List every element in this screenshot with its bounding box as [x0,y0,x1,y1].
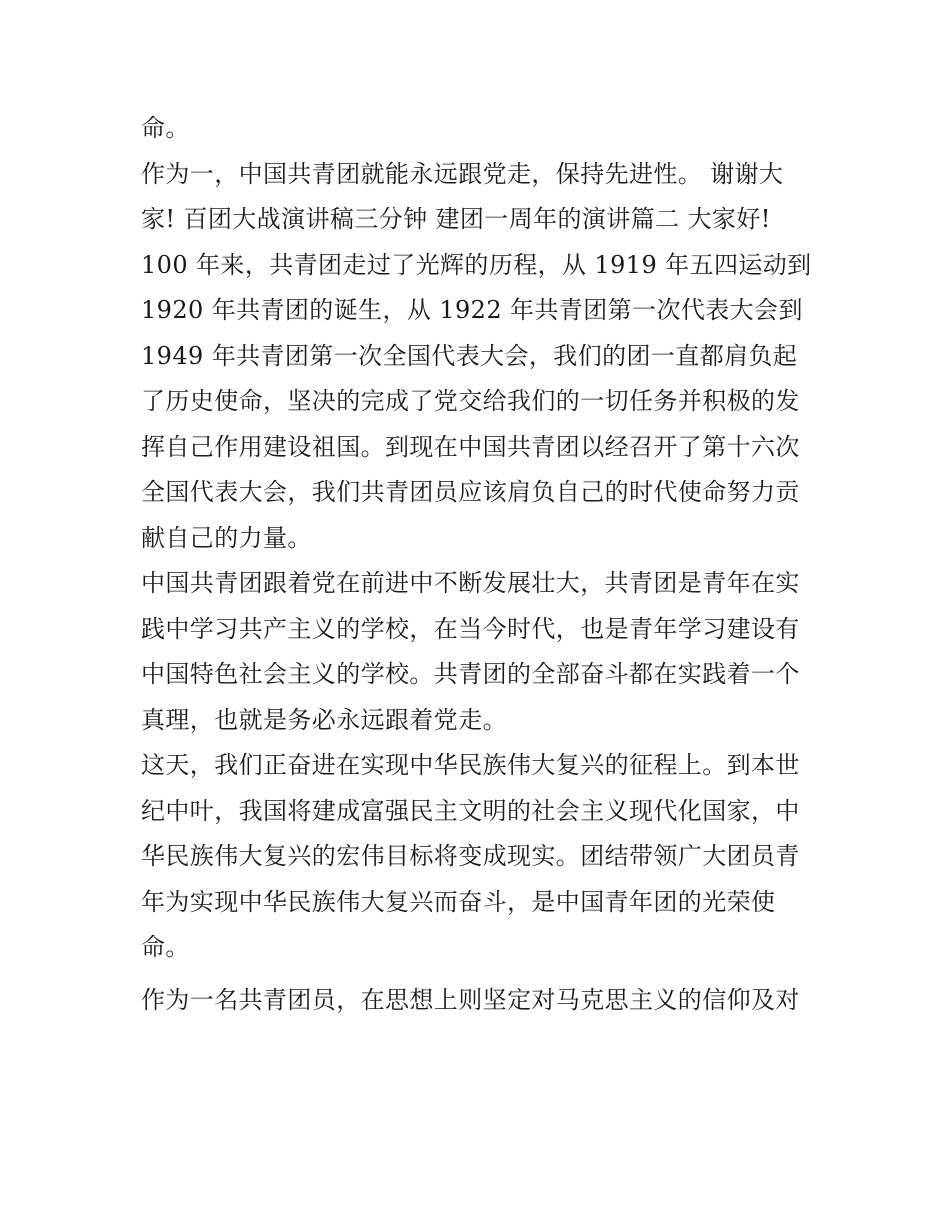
text-line: 了历史使命，坚决的完成了党交给我们的一切任务并积极的发 [141,387,800,415]
paragraph-gap [141,971,821,978]
text-line: 献自己的力量。 [141,523,312,552]
text-line: 中国共青团跟着党在前进中不断发展壮大，共青团是青年在实 [141,569,800,597]
text-line: 这天，我们正奋进在实现中华民族伟大复兴的征程上。到本世 [141,751,800,779]
text-line: 真理，也就是务必永远跟着党走。 [141,705,507,734]
text-line: 践中学习共产主义的学校，在当今时代，也是青年学习建设有 [141,614,800,643]
text-line: 命。 [141,114,190,142]
text-line: 作为一，中国共青团就能永远跟党走，保持先进性。 谢谢大 [141,159,784,188]
text-line: 100 年来，共青团走过了光辉的历程，从 1919 年五四运动到 [141,250,812,279]
text-line: 家! 百团大战演讲稿三分钟 建团一周年的演讲篇二 大家好! [141,205,771,233]
text-line: 中国特色社会主义的学校。共青团的全部奋斗都在实践着一个 [141,660,800,688]
text-line: 纪中叶，我国将建成富强民主文明的社会主义现代化国家，中 [141,796,800,825]
document-body [141,106,821,1023]
text-line: 作为一名共青团员，在思想上则坚定对马克思主义的信仰及对 [141,985,800,1014]
text-line: 全国代表大会，我们共青团员应该肩负自己的时代使命努力贡 [141,478,800,506]
text-line: 命。 [141,933,190,961]
text-line: 年为实现中华民族伟大复兴而奋斗，是中国青年团的光荣使 [141,887,776,916]
text-line: 1920 年共青团的诞生，从 1922 年共青团第一次代表大会到 [141,296,803,324]
text-line: 1949 年共青团第一次全国代表大会，我们的团一直都肩负起 [141,341,798,370]
text-line: 挥自己作用建设祖国。到现在中国共青团以经召开了第十六次 [141,432,800,461]
text-line: 华民族伟大复兴的宏伟目标将变成现实。团结带领广大团员青 [141,842,800,870]
